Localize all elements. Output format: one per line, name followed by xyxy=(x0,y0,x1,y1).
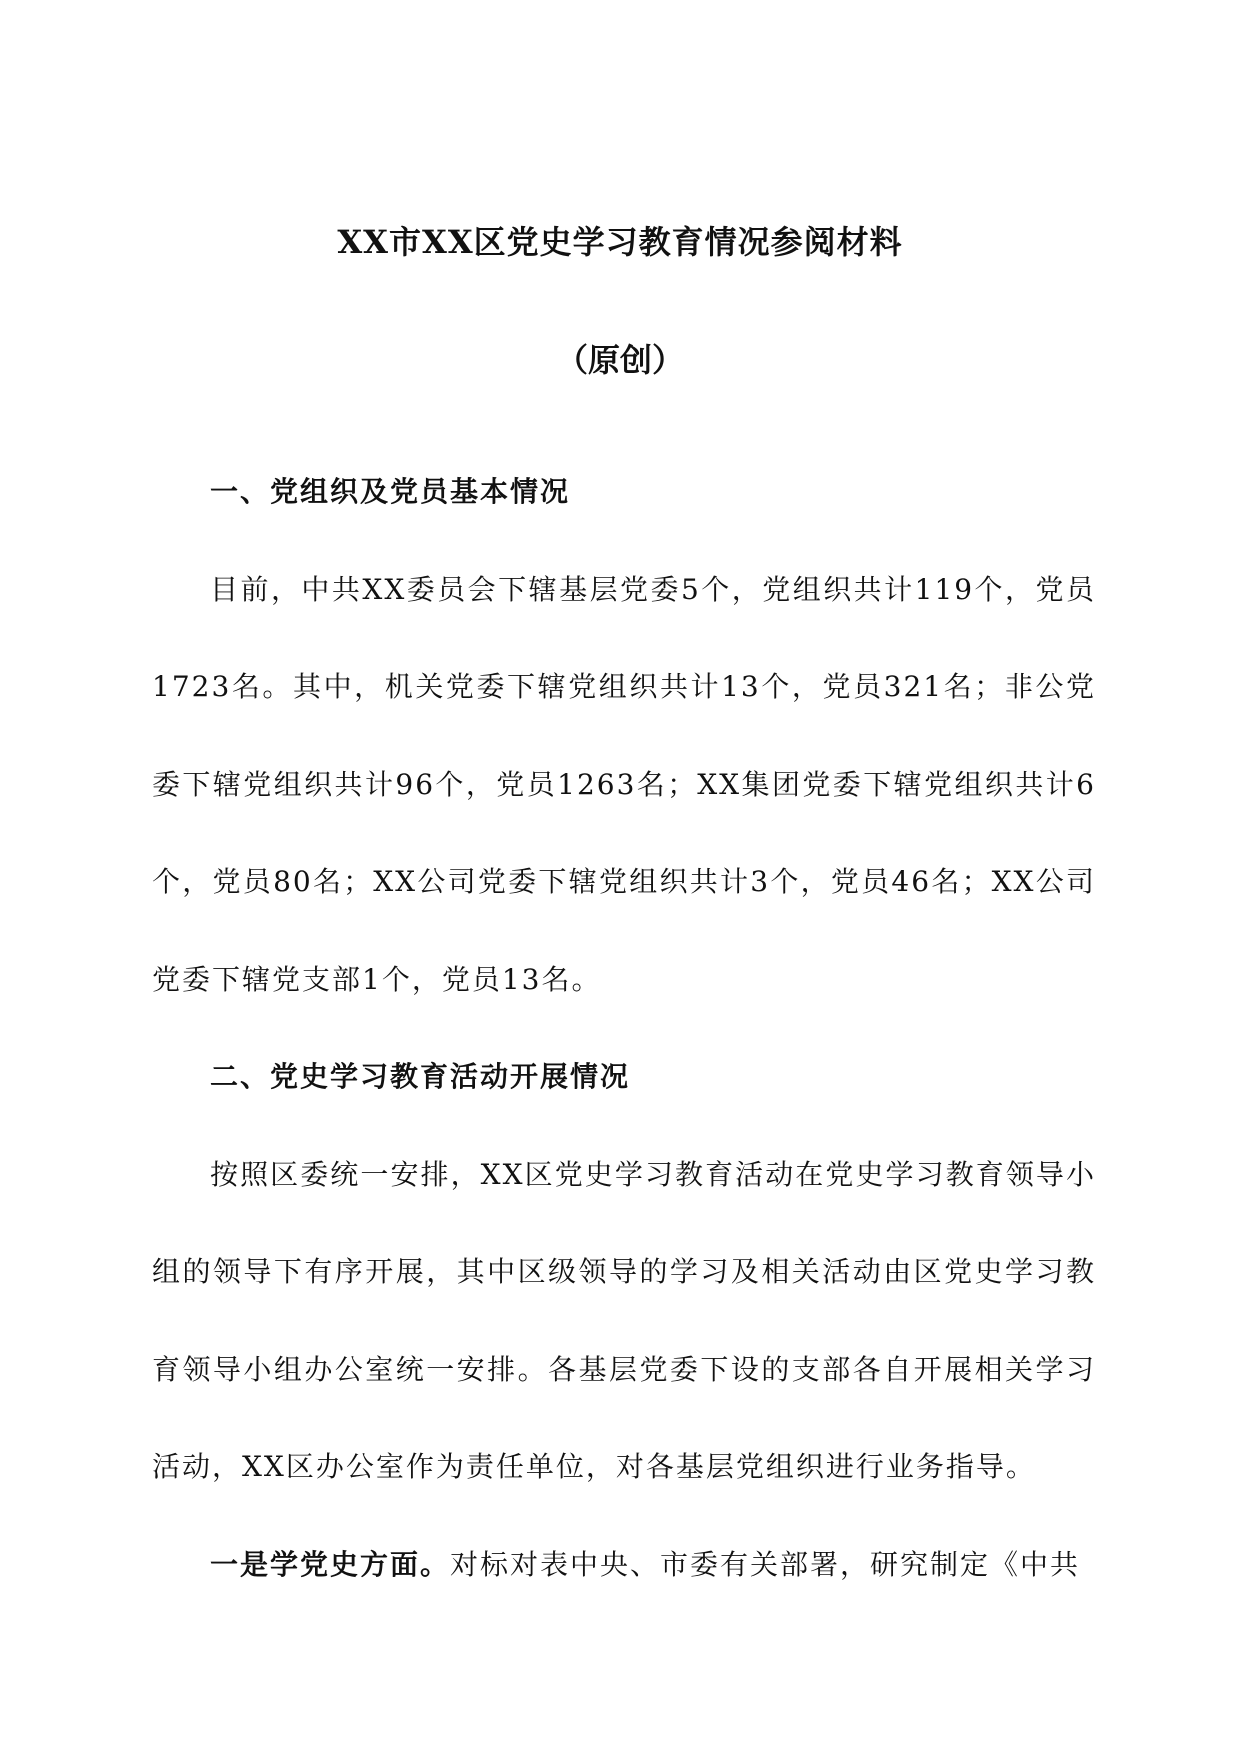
section-heading-1: 一、党组织及党员基本情况 xyxy=(210,475,571,508)
point-one-lead: 一是学党史方面。 xyxy=(210,1547,451,1581)
document-body xyxy=(152,443,1096,1613)
page-subtitle: （原创） xyxy=(555,341,684,379)
section-paragraph-2: 按照区委统一安排，XX区党史学习教育活动在党史学习教育领导小组的领导下有序开展，其中区级领导的学习及相关活动由区党史学习教育领导小组办公室统一安排。各基层党委下设的支部各自开展相关学习活动，XX区办公室作为责任单位，对各基层党组织进行业务指导。 xyxy=(152,1157,1096,1483)
section-heading-2: 二、党史学习教育活动开展情况 xyxy=(210,1060,631,1093)
point-one-paragraph xyxy=(152,1516,1096,1614)
point-one-text: 对标对表中央、市委有关部署，研究制定《中共 xyxy=(450,1547,1081,1581)
section-paragraph-1: 目前，中共XX委员会下辖基层党委5个，党组织共计119个，党员1723名。其中，机关党委下辖党组织共计13个，党员321名；非公党委下辖党组织共计96个，党员1263名；XX集团党委下辖党组织共计6个，党员80名；XX公司党委下辖党组织共计3个，党员46名；XX公司党委下辖党支部1个，党员13名。 xyxy=(152,572,1096,996)
page-title: XX市XX区党史学习教育情况参阅材料 xyxy=(337,223,903,261)
